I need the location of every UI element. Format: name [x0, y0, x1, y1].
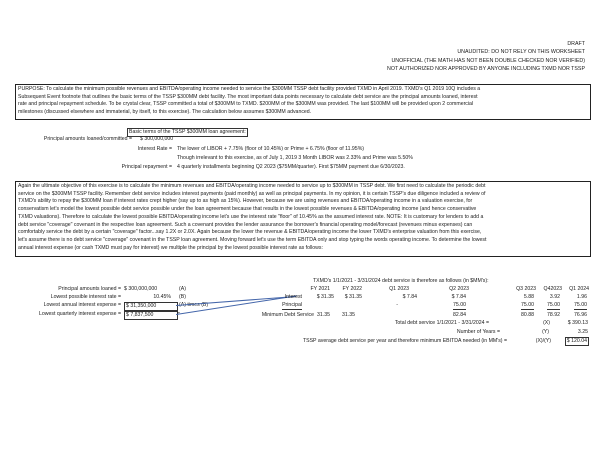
purpose-line: rate and principal repayment schedule. To be crystal clear, TSSP committed a total of $300MM to TXMD. $200MM of the $300MM was provided. The last $100MM will be provided upon 2 commercial	[18, 101, 474, 108]
calc-principal-value: $ 300,000,000	[124, 286, 158, 292]
objective-line: Again the ultimate objective of this exercise is to calculate the minimum revenues and EBITDA/operating income needed to service up to $300MM in TSSP debt. We first need to calculate the periodic debt	[18, 183, 486, 189]
objective-box	[15, 181, 591, 257]
draft-header	[387, 40, 585, 73]
schedule-col-header: FY 2021	[310, 286, 330, 292]
calc-rate-label: Lowest possible interest rate =	[50, 294, 121, 300]
objective-line: service on the $300MM TSSP facility. Remember debt service includes interest payments (paid monthly) as well as principal payments. In my opinion, it is certain TSSP's due diligence included a review of	[18, 190, 486, 197]
table-row-label: Minimum Debt Service	[261, 312, 314, 318]
total-value: $ 390.13	[567, 320, 588, 326]
schedule-col-header: FY 2022	[342, 286, 362, 292]
objective-line: TXMD's ability to repay the $300MM loan if interest rates crept higher (say up to as high as 15%). However, because we are using revenues and EBITDA/operating income in a valuation exercise, for	[18, 198, 473, 205]
principal-value: $ 300,000,000	[140, 136, 174, 142]
total-label: Total debt service 1/1/2021 - 3/31/2024 =	[394, 320, 489, 326]
years-value: 3.25	[577, 329, 588, 335]
schedule-col-header: Q2 2023	[449, 286, 469, 292]
calc-quarterly-suffix: =	[177, 311, 181, 317]
objective-line: annual interest expense (or cash TXMD must pay for interest) we multiple the principal by the lowest possible interest rate as follows:	[18, 244, 323, 251]
table-cell: $ 7.84	[402, 294, 417, 300]
table-cell: 75.00	[453, 302, 466, 308]
schedule-col-header: Q1 2024	[569, 286, 589, 292]
table-cell: $ 31.35	[344, 294, 362, 300]
total-ref: (X)	[543, 320, 550, 326]
avg-ref: (X)/(Y)	[535, 338, 551, 344]
years-label: Number of Years =	[456, 329, 500, 335]
objective-line: comfortably service the debt by a certain "coverage" factor...say 1.2X or 2.0X. Again because the lower the revenue & EBITDA/operating income the lower TXMD's enterprise valuation from this exercise,	[18, 229, 482, 236]
calc-annual-ref: (A) times (B)	[179, 302, 209, 308]
table-row-label: Principal	[282, 302, 302, 308]
schedule-col-header: Q42023	[543, 286, 562, 292]
table-cell: 75.00	[521, 302, 534, 308]
objective-line: debt service "coverage" covenant in the respective loan agreement. Such a covenant provides the lender assurance the borrower's financial operating model/forecast (revenues minus expenses) can	[18, 221, 473, 228]
calc-quarterly-value: $ 7,837,500	[124, 311, 178, 320]
table-cell: 75.00	[574, 302, 587, 308]
principal-repayment-label: Principal repayment =	[121, 164, 172, 170]
calc-rate-ref: (B)	[179, 294, 186, 300]
objective-line: TXMD valuations). Therefore to calculate the lowest possible EBITDA/operating income let's use the interest rate "floor" of 10.45% as the assumed interest rate. NOTE: It is customary for lenders to add a	[18, 213, 484, 220]
table-cell: 78.92	[547, 312, 560, 318]
avg-label: TSSP average debt service per year and therefore minimum EBITDA needed (in MM's) =	[302, 338, 507, 344]
table-cell: 75.00	[547, 302, 560, 308]
table-cell: 76.96	[574, 312, 587, 318]
header-line: DRAFT	[567, 41, 585, 47]
calc-annual-value: $ 31,350,000	[124, 302, 178, 311]
table-cell: 3.92	[549, 294, 560, 300]
objective-line: conservatism let's model the lowest possible debt service possible under the loan agreement because that results in the lowest possible revenues & EBITDA/operating income (and hence conservative	[18, 206, 477, 213]
table-cell: 31.35	[317, 312, 330, 318]
calc-rate-value: 10.45%	[153, 294, 171, 300]
header-line: NOT AUTHORIZED NOR APPROVED BY ANYONE INCLUDING TXMD NOR TSSP	[387, 65, 585, 72]
terms-title: Basic terms of the TSSP $300MM loan agreement:	[129, 129, 246, 135]
table-cell: -	[396, 302, 398, 308]
interest-rate-note: Though irrelevant to this exercise, as of July 1, 2019 3 Month LIBOR was 2.33% and Prime was 5.50%	[177, 155, 413, 161]
purpose-line: Subsequent Event footnote that outlines the basic terms of the TSSP $300MM debt facility. The most important data points necessary to calculate debt service are the principal amounts loaned, interest	[18, 93, 478, 100]
calc-principal-ref: (A)	[179, 286, 186, 292]
schedule-col-header: Q3 2023	[516, 286, 536, 292]
purpose-line: milestones (discussed elsewhere and immaterial, by itself, to this exercise). The calculation below assumes $300MM advanced.	[18, 109, 312, 116]
interest-rate-label: Interest Rate =	[137, 146, 172, 152]
table-cell: 5.88	[523, 294, 534, 300]
table-cell: $ 7.84	[451, 294, 466, 300]
purpose-box	[15, 84, 591, 120]
purpose-line: PURPOSE: To calculate the minimum possible revenues and EBITDA/operating income needed to service the $300MM TSSP debt facility provided TXMD in April 2019. TXMD's Q1 2019 10Q includes a	[18, 86, 481, 92]
table-cell: 1.96	[576, 294, 587, 300]
table-cell: 31.35	[342, 312, 355, 318]
years-ref: (Y)	[542, 329, 549, 335]
schedule-title: TXMD's 1/1/2021 - 3/31/2024 debt service is therefore as follows (in $MM's):	[313, 278, 489, 284]
table-row-label: Interest	[284, 294, 302, 300]
interest-rate-value: The lower of LIBOR + 7.75% (floor of 10.45%) or Prime + 6.75% (floor of 11.95%)	[177, 146, 365, 152]
principal-repayment-value: 4 quarterly installments beginning Q2 2023 ($75MM/quarter). First $75MM payment due 6/30/2023.	[177, 164, 405, 170]
table-cell: $ 31.35	[316, 294, 334, 300]
table-cell: 82.84	[453, 312, 466, 318]
objective-line: let's assume there is no debt service "coverage" covenant in the TSSP loan agreement. Moving forward let's use the term EBITDA only and stop typing the words operating income. To determine the lowest	[18, 236, 487, 243]
table-cell: 80.88	[521, 312, 534, 318]
principal-label: Principal amounts loaned/committed =	[43, 136, 132, 142]
header-line: UNOFFICIAL (THE MATH HAS NOT BEEN DOUBLE CHECKED NOR VERIFIED)	[391, 57, 585, 64]
calc-principal-label: Principal amounts loaned =	[58, 286, 121, 292]
calc-annual-label: Lowest annual interest expense =	[43, 302, 121, 308]
header-line: UNAUDITED: DO NOT RELY ON THIS WORKSHEET	[457, 49, 585, 56]
schedule-col-header: Q1 2023	[389, 286, 409, 292]
calc-quarterly-label: Lowest quarterly interest expense =	[38, 311, 121, 317]
avg-value: $ 120.04	[566, 338, 587, 344]
